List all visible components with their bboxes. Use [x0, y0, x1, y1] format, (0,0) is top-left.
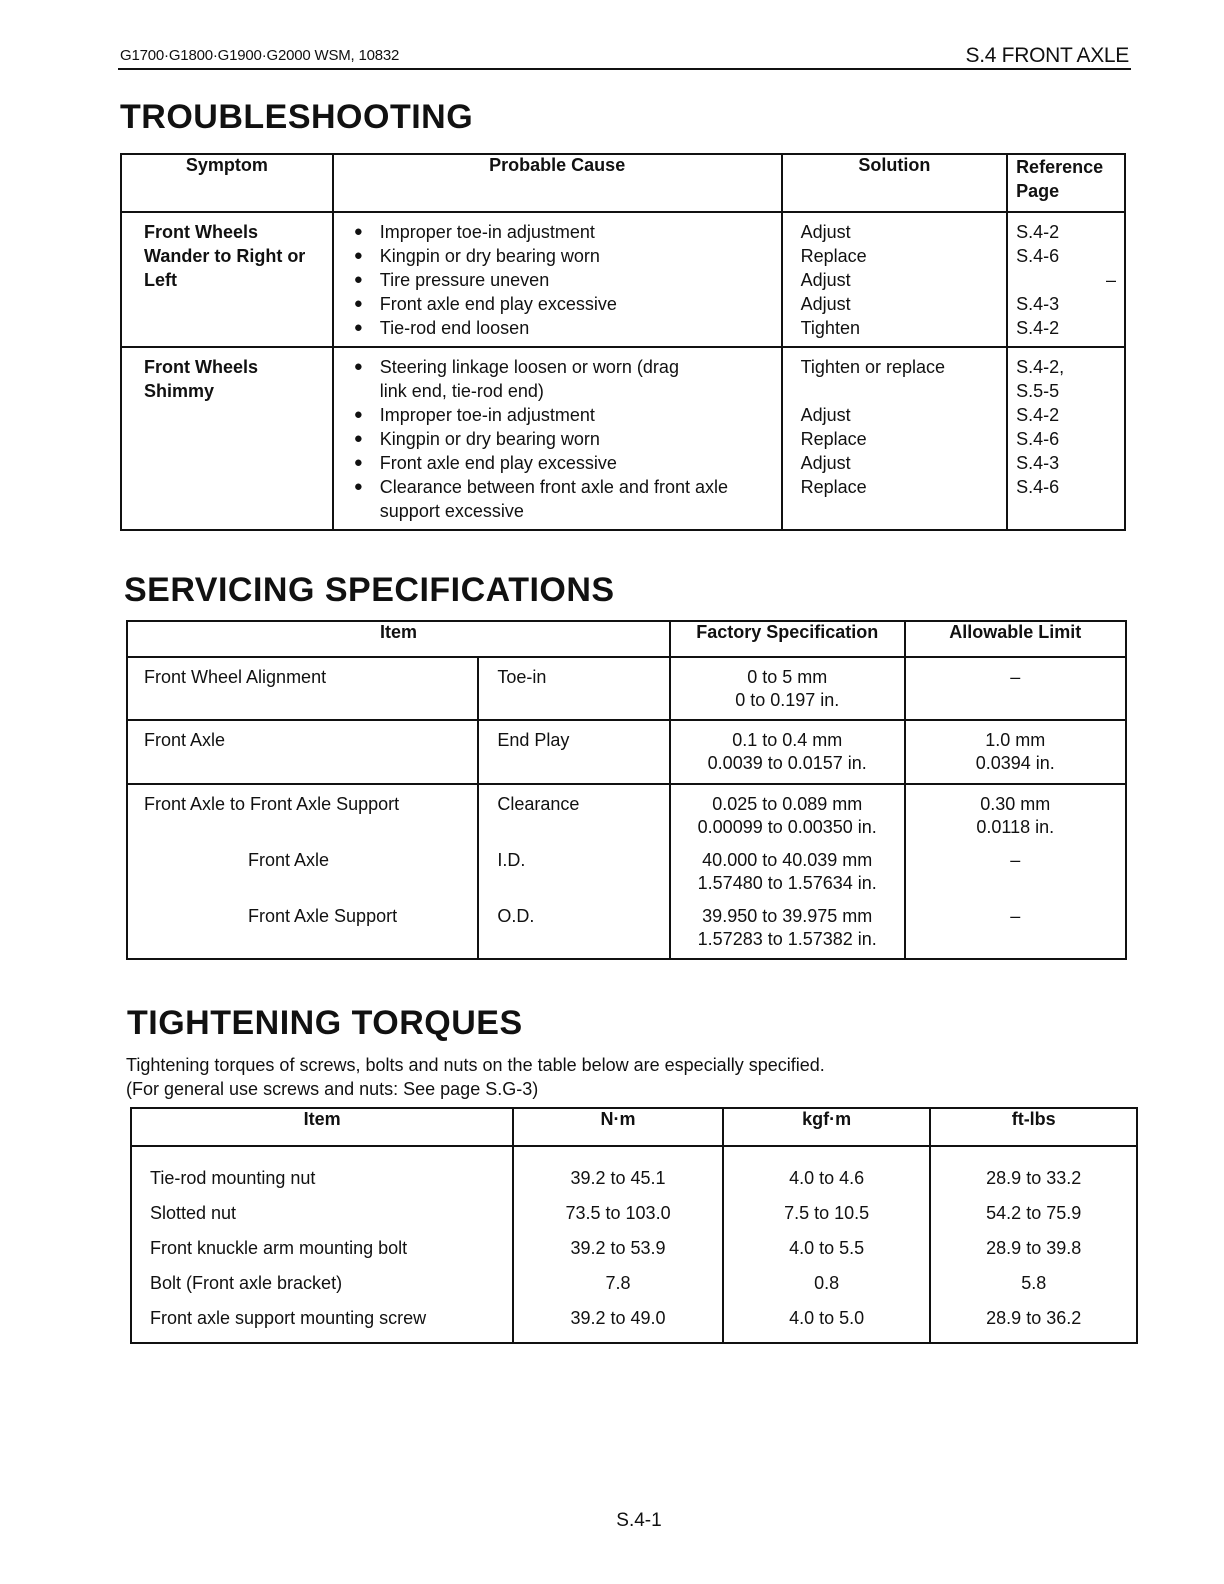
cause-item: Kingpin or dry bearing worn	[379, 246, 600, 266]
cause-item: Front axle end play excessive	[379, 294, 617, 314]
spec-value: 0.025 to 0.089 mm	[712, 794, 863, 814]
table-header-row	[121, 154, 1125, 212]
spec-value: 0.1 to 0.4 mm	[732, 730, 843, 750]
reference-page: S.4-6	[1016, 477, 1060, 497]
table-row	[121, 212, 1125, 347]
column-header: N·m	[513, 1108, 723, 1146]
nm-value: 39.2 to 45.1	[570, 1168, 666, 1188]
bullet-icon: ●	[353, 247, 363, 264]
reference-page: S.4-3	[1016, 453, 1060, 473]
item-label: Front Axle to Front Axle Support	[144, 794, 400, 814]
ftlbs-value: 28.9 to 36.2	[986, 1308, 1082, 1328]
spec-group	[671, 905, 904, 951]
limit-value: –	[1010, 667, 1021, 687]
limit-cell	[905, 784, 1127, 959]
spec-group	[671, 793, 904, 849]
spec-value: 0.00099 to 0.00350 in.	[697, 817, 877, 837]
column-header: ft-lbs	[930, 1108, 1137, 1146]
solution-item: Replace	[800, 429, 867, 449]
table-row	[131, 1146, 1137, 1343]
reference-page: S.5-5	[1016, 381, 1060, 401]
page-number: S.4-1	[616, 1510, 662, 1531]
column-header: Reference Page	[1007, 154, 1125, 212]
spec-value: 39.950 to 39.975 mm	[702, 906, 873, 926]
solution-item: Replace	[800, 477, 867, 497]
ftlbs-value: 54.2 to 75.9	[986, 1203, 1082, 1223]
servicing-title: SERVICING SPECIFICATIONS	[124, 571, 615, 609]
spec-cell	[670, 720, 905, 784]
torques-intro: Tightening torques of screws, bolts and nuts on the table below are especially specified.	[126, 1055, 825, 1075]
measure-label: I.D.	[497, 850, 526, 870]
spec-group	[671, 849, 904, 905]
nm-cell	[513, 1146, 723, 1343]
column-header: Solution	[782, 154, 1007, 212]
bullet-icon: ●	[353, 271, 363, 288]
reference-page: S.4-2	[1016, 405, 1060, 425]
spec-value: 1.57480 to 1.57634 in.	[697, 873, 877, 893]
kgfm-value: 4.0 to 5.5	[789, 1238, 865, 1258]
limit-cell	[905, 657, 1127, 720]
limit-cell	[905, 720, 1127, 784]
solution-item: Replace	[800, 246, 867, 266]
column-header: Probable Cause	[333, 154, 782, 212]
column-header: Symptom	[121, 154, 333, 212]
servicing-specifications-table	[126, 620, 1127, 960]
cause-item: Improper toe-in adjustment	[379, 222, 595, 242]
bullet-icon: ●	[353, 430, 363, 447]
table-row	[127, 657, 1126, 720]
torque-item: Tie-rod mounting nut	[150, 1168, 316, 1188]
torques-title: TIGHTENING TORQUES	[127, 1004, 523, 1042]
reference-page: S.4-6	[1016, 429, 1060, 449]
spec-value: 0.0039 to 0.0157 in.	[707, 753, 867, 773]
symptom-cell: Front Wheels Shimmy	[121, 347, 333, 530]
measure-cell: Toe-in	[478, 657, 670, 720]
kgfm-value: 4.0 to 4.6	[789, 1168, 865, 1188]
column-header: Item	[127, 621, 670, 657]
bullet-icon: ●	[353, 454, 363, 471]
ftlbs-cell	[930, 1146, 1137, 1343]
table-row	[127, 784, 1126, 959]
item-cell: Front Wheel Alignment	[127, 657, 478, 720]
limit-group	[906, 793, 1126, 849]
reference-page: S.4-2	[1016, 222, 1060, 242]
reference-cell	[1007, 212, 1125, 347]
reference-page: S.4-6	[1016, 246, 1060, 266]
limit-group	[906, 849, 1126, 905]
cause-item: Clearance between front axle and front axle support excessive	[379, 477, 728, 521]
table-row	[127, 720, 1126, 784]
item-label: Front Axle	[248, 850, 330, 870]
column-header: Item	[131, 1108, 513, 1146]
spec-value: 1.57283 to 1.57382 in.	[697, 929, 877, 949]
manual-id: G1700·G1800·G1900·G2000 WSM, 10832	[120, 47, 400, 64]
kgfm-cell	[723, 1146, 931, 1343]
bullet-icon: ●	[353, 295, 363, 312]
measure-label: O.D.	[497, 906, 535, 926]
measure-label: Clearance	[497, 794, 580, 814]
troubleshooting-title: TROUBLESHOOTING	[120, 98, 474, 136]
solution-item: Adjust	[800, 270, 851, 290]
bullet-icon: ●	[353, 223, 363, 240]
reference-page: –	[1105, 270, 1116, 290]
cause-item: Improper toe-in adjustment	[379, 405, 595, 425]
solution-item: Adjust	[800, 294, 851, 314]
bullet-icon: ●	[353, 406, 363, 423]
solution-item: Tighten	[800, 318, 860, 338]
table-header-row	[127, 621, 1126, 657]
cause-item: Front axle end play excessive	[379, 453, 617, 473]
spec-cell	[670, 784, 905, 959]
cause-cell	[333, 347, 782, 530]
solution-item: Tighten or replace	[800, 357, 946, 377]
ftlbs-value: 28.9 to 39.8	[986, 1238, 1082, 1258]
item-cell: Front Axle	[127, 720, 478, 784]
limit-value: –	[1010, 906, 1021, 926]
column-header: kgf·m	[723, 1108, 931, 1146]
solution-item	[801, 379, 1006, 403]
ftlbs-value: 5.8	[1021, 1273, 1047, 1293]
kgfm-value: 4.0 to 5.0	[789, 1308, 865, 1328]
solution-cell	[782, 347, 1007, 530]
limit-value: 0.0394 in.	[975, 753, 1055, 773]
table-row	[121, 347, 1125, 530]
cause-item: Steering linkage loosen or worn (drag link end, tie-rod end)	[379, 357, 679, 401]
chapter-title: S.4 FRONT AXLE	[965, 44, 1129, 67]
torque-item: Bolt (Front axle bracket)	[150, 1273, 343, 1293]
spec-value: 0 to 0.197 in.	[735, 690, 840, 710]
reference-page: S.4-2	[1016, 318, 1060, 338]
reference-page: S.4-3	[1016, 294, 1060, 314]
item-cell	[127, 784, 478, 959]
item-label: Front Axle Support	[248, 906, 398, 926]
cause-item: Tie-rod end loosen	[379, 318, 530, 338]
bullet-icon: ●	[353, 358, 363, 375]
spec-value: 0 to 5 mm	[747, 667, 828, 687]
solution-cell	[782, 212, 1007, 347]
item-cell	[131, 1146, 513, 1343]
cause-item: Kingpin or dry bearing worn	[379, 429, 600, 449]
solution-item: Adjust	[800, 453, 851, 473]
limit-group	[906, 905, 1126, 951]
torque-item: Front axle support mounting screw	[150, 1308, 427, 1328]
column-header: Factory Specification	[670, 621, 905, 657]
nm-value: 39.2 to 53.9	[570, 1238, 666, 1258]
symptom-cell: Front Wheels Wander to Right or Left	[121, 212, 333, 347]
ftlbs-value: 28.9 to 33.2	[986, 1168, 1082, 1188]
torque-item: Front knuckle arm mounting bolt	[150, 1238, 408, 1258]
tightening-torques-table	[130, 1107, 1138, 1344]
kgfm-value: 0.8	[814, 1273, 840, 1293]
kgfm-value: 7.5 to 10.5	[784, 1203, 870, 1223]
limit-value: 1.0 mm	[985, 730, 1046, 750]
bullet-icon: ●	[353, 319, 363, 336]
reference-cell	[1007, 347, 1125, 530]
limit-value: 0.30 mm	[980, 794, 1051, 814]
reference-page: S.4-2,	[1016, 357, 1065, 377]
column-header: Allowable Limit	[905, 621, 1127, 657]
spec-value: 40.000 to 40.039 mm	[702, 850, 873, 870]
measure-cell: End Play	[478, 720, 670, 784]
cause-item: Tire pressure uneven	[379, 270, 550, 290]
solution-item: Adjust	[800, 222, 851, 242]
solution-item: Adjust	[800, 405, 851, 425]
table-header-row	[131, 1108, 1137, 1146]
nm-value: 7.8	[605, 1273, 631, 1293]
troubleshooting-table	[120, 153, 1126, 531]
bullet-icon: ●	[353, 478, 363, 495]
nm-value: 73.5 to 103.0	[565, 1203, 671, 1223]
page-header	[118, 44, 1131, 70]
limit-value: 0.0118 in.	[976, 817, 1055, 837]
spec-cell	[670, 657, 905, 720]
nm-value: 39.2 to 49.0	[570, 1308, 666, 1328]
torques-note: (For general use screws and nuts: See page S.G-3)	[126, 1079, 539, 1099]
limit-value: –	[1010, 850, 1021, 870]
cause-cell	[333, 212, 782, 347]
torque-item: Slotted nut	[150, 1203, 237, 1223]
measure-cell	[478, 784, 670, 959]
